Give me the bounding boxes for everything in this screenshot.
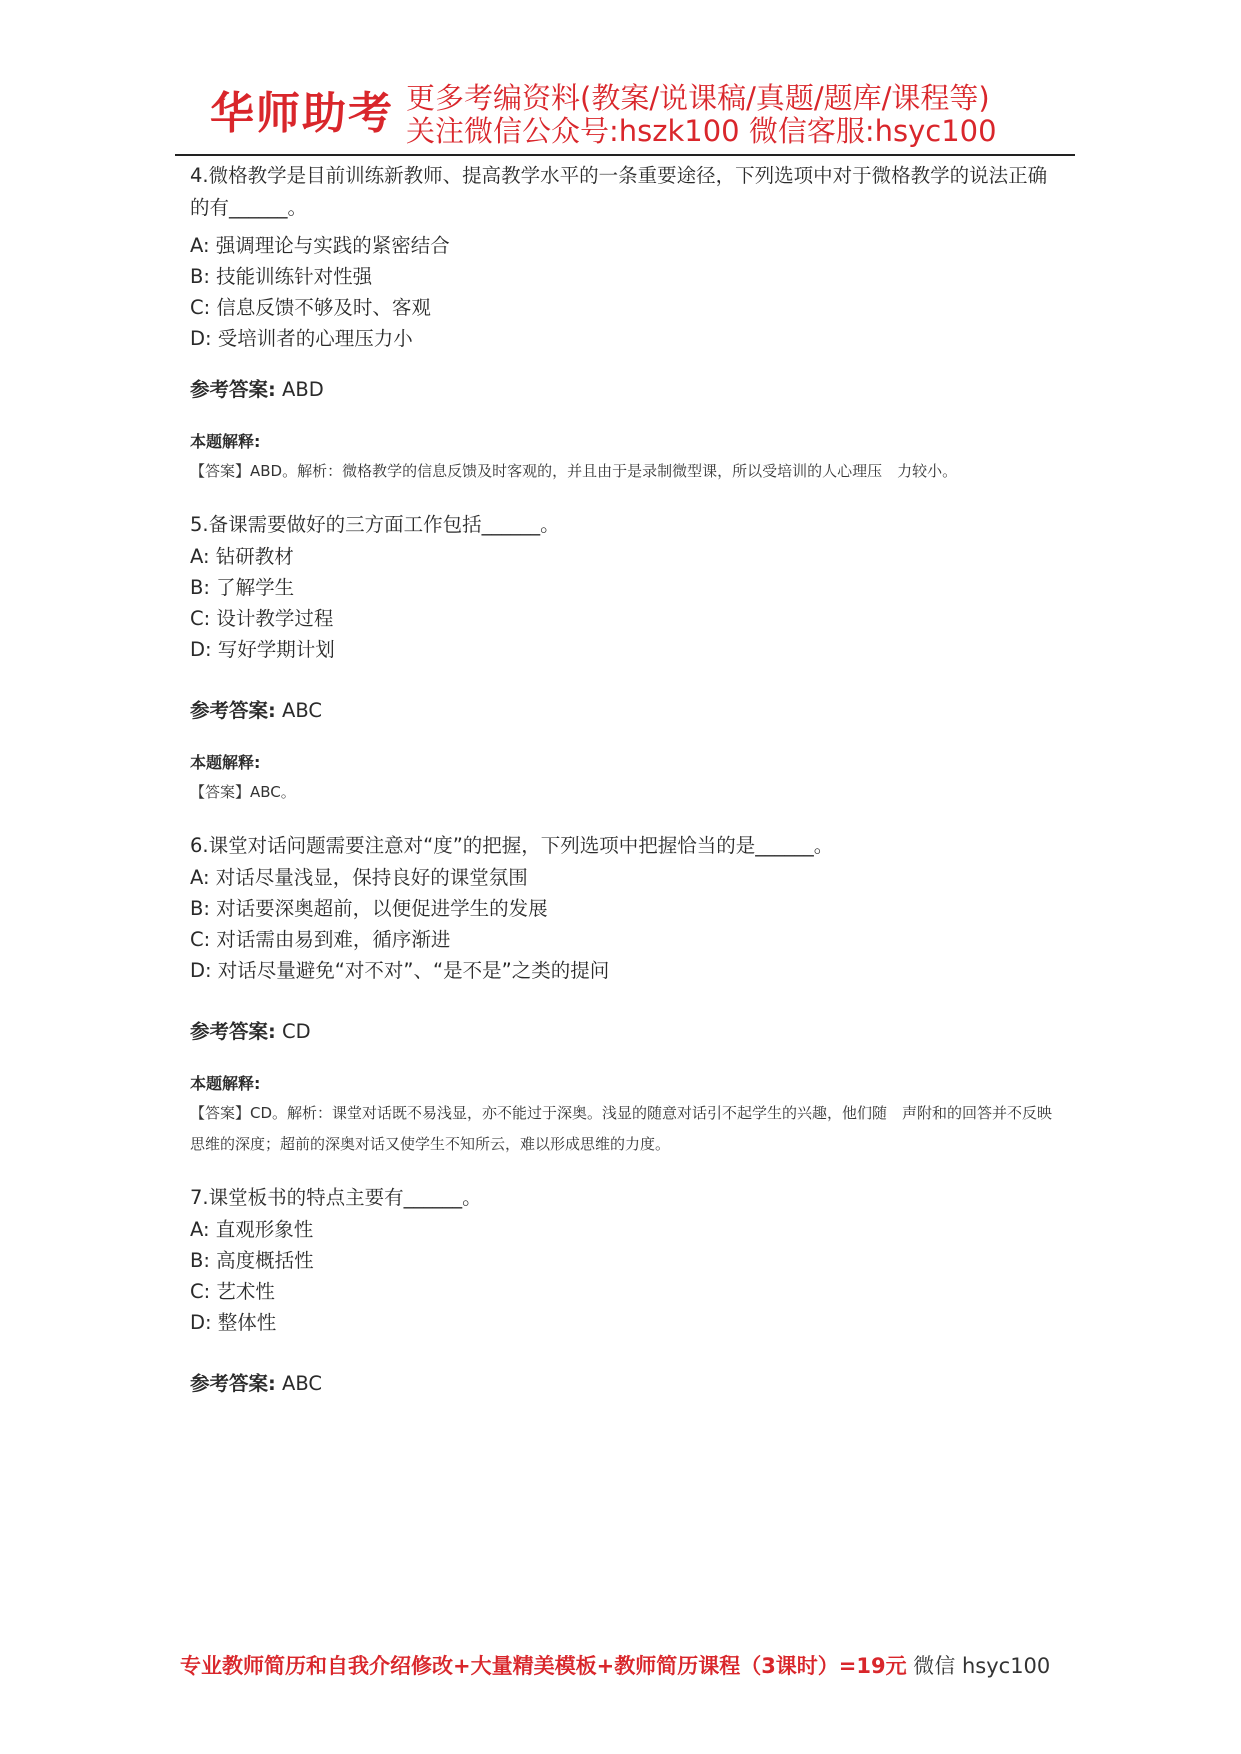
question-list xyxy=(190,160,1060,1400)
option-d: D: 受培训者的心理压力小 xyxy=(190,327,413,350)
reference-answer xyxy=(190,1368,1060,1400)
options-list xyxy=(190,862,1060,986)
explanation-label: 本题解释: xyxy=(190,753,261,772)
promo-footer xyxy=(180,1650,1080,1680)
option-c: C: 设计教学过程 xyxy=(190,607,334,630)
option-b: B: 技能训练针对性强 xyxy=(190,265,373,288)
question-block xyxy=(190,160,1060,487)
options-list xyxy=(190,1214,1060,1338)
options-list xyxy=(190,541,1060,665)
header-slogan xyxy=(406,82,997,148)
answer-value: ABC xyxy=(275,1372,323,1395)
explanation-label: 本题解释: xyxy=(190,432,261,451)
option-d: D: 整体性 xyxy=(190,1311,277,1334)
answer-value: ABC xyxy=(275,699,323,722)
answer-label: 参考答案: xyxy=(190,1020,276,1043)
option-b: B: 了解学生 xyxy=(190,576,295,599)
promo-text: 专业教师简历和自我介绍修改+大量精美模板+教师简历课程（3课时）=19元 xyxy=(180,1654,907,1678)
option-a: A: 强调理论与实践的紧密结合 xyxy=(190,234,450,257)
brand-logo: 华师助考 xyxy=(210,88,394,139)
question-block xyxy=(190,1182,1060,1400)
option-c: C: 对话需由易到难，循序渐进 xyxy=(190,928,451,951)
wechat-contact: 微信 hsyc100 xyxy=(906,1654,1051,1678)
question-stem: 4.微格教学是目前训练新教师、提高教学水平的一条重要途径，下列选项中对于微格教学的说法正确的有______。 xyxy=(190,164,1048,219)
header-divider xyxy=(175,154,1075,156)
option-a: A: 对话尽量浅显，保持良好的课堂氛围 xyxy=(190,866,528,889)
explanation-text: 【答案】CD。解析：课堂对话既不易浅显，亦不能过于深奥。浅显的随意对话引不起学生的兴趣，他们随 声附和的回答并不反映思维的深度；超前的深奥对话又使学生不知所云，难以形成思维的力度。 xyxy=(190,1104,1053,1153)
question-stem: 5.备课需要做好的三方面工作包括______。 xyxy=(190,513,560,536)
option-c: C: 信息反馈不够及时、客观 xyxy=(190,296,431,319)
answer-value: ABD xyxy=(275,378,324,401)
options-list xyxy=(190,230,1060,354)
page-header xyxy=(210,82,1060,152)
slogan-line-2: 关注微信公众号:hszk100 微信客服:hsyc100 xyxy=(406,114,997,148)
option-b: B: 高度概括性 xyxy=(190,1249,314,1272)
explanation-label: 本题解释: xyxy=(190,1074,261,1093)
option-c: C: 艺术性 xyxy=(190,1280,275,1303)
question-stem: 6.课堂对话问题需要注意对“度”的把握，下列选项中把握恰当的是______。 xyxy=(190,834,834,857)
option-d: D: 对话尽量避免“对不对”、“是不是”之类的提问 xyxy=(190,959,610,982)
option-a: A: 直观形象性 xyxy=(190,1218,314,1241)
question-block xyxy=(190,830,1060,1160)
answer-label: 参考答案: xyxy=(190,699,276,722)
slogan-line-1: 更多考编资料(教案/说课稿/真题/题库/课程等) xyxy=(406,81,990,115)
option-a: A: 钻研教材 xyxy=(190,545,294,568)
reference-answer xyxy=(190,1016,1060,1048)
explanation-text: 【答案】ABC。 xyxy=(190,783,296,801)
option-b: B: 对话要深奥超前，以便促进学生的发展 xyxy=(190,897,548,920)
option-d: D: 写好学期计划 xyxy=(190,638,335,661)
reference-answer xyxy=(190,374,1060,406)
answer-label: 参考答案: xyxy=(190,1372,276,1395)
question-block xyxy=(190,509,1060,808)
reference-answer xyxy=(190,695,1060,727)
answer-label: 参考答案: xyxy=(190,378,276,401)
answer-value: CD xyxy=(275,1020,311,1043)
explanation-text: 【答案】ABD。解析：微格教学的信息反馈及时客观的，并且由于是录制微型课，所以受培训的人心理压 力较小。 xyxy=(190,462,958,480)
question-stem: 7.课堂板书的特点主要有______。 xyxy=(190,1186,482,1209)
